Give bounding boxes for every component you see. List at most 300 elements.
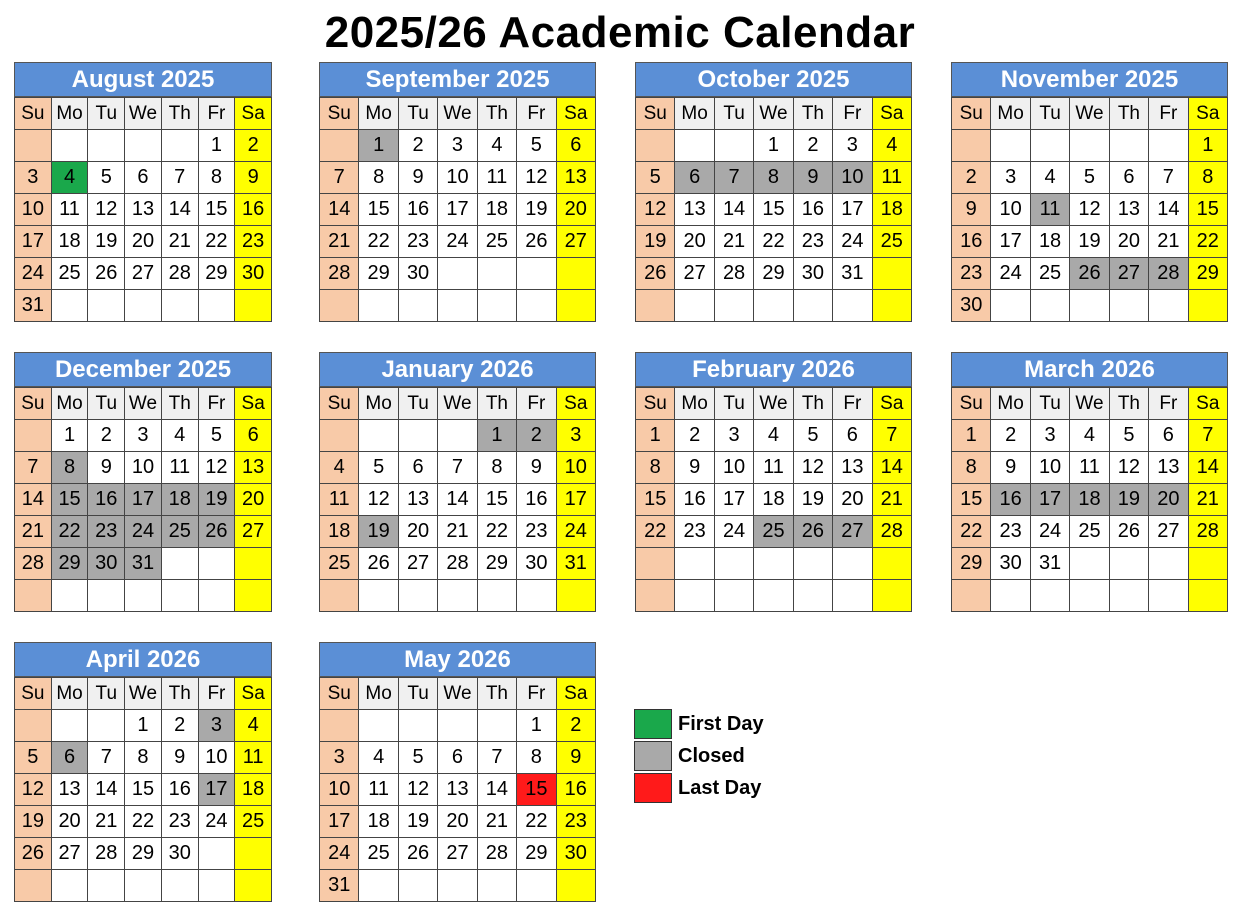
empty-cell: [438, 870, 477, 902]
day-cell: 14: [715, 194, 754, 226]
day-cell: 25: [478, 226, 517, 258]
weekday-header-tu: Tu: [88, 98, 125, 130]
empty-cell: [1110, 548, 1149, 580]
weekday-header-mo: Mo: [675, 98, 714, 130]
empty-cell: [235, 838, 272, 870]
empty-cell: [52, 710, 89, 742]
empty-cell: [1070, 130, 1109, 162]
empty-cell: [557, 870, 596, 902]
day-cell: 29: [478, 548, 517, 580]
day-cell: 7: [478, 742, 517, 774]
day-cell: 28: [873, 516, 912, 548]
empty-cell: [438, 420, 477, 452]
day-cell: 17: [125, 484, 162, 516]
day-cell: 30: [162, 838, 199, 870]
empty-cell: [1149, 548, 1188, 580]
day-cell: 16: [675, 484, 714, 516]
day-cell: 5: [15, 742, 52, 774]
empty-cell: [1110, 290, 1149, 322]
empty-cell: [15, 710, 52, 742]
empty-cell: [833, 290, 872, 322]
day-cell: 14: [1189, 452, 1228, 484]
day-cell: 25: [1070, 516, 1109, 548]
day-cell: 11: [1070, 452, 1109, 484]
weekday-header-su: Su: [15, 388, 52, 420]
month-title: January 2026: [319, 352, 596, 387]
empty-cell: [15, 870, 52, 902]
day-cell: 6: [1110, 162, 1149, 194]
empty-cell: [517, 580, 556, 612]
empty-cell: [517, 870, 556, 902]
day-cell: 9: [517, 452, 556, 484]
day-cell: 23: [517, 516, 556, 548]
day-cell: 20: [557, 194, 596, 226]
day-cell: 13: [235, 452, 272, 484]
day-cell: 26: [794, 516, 833, 548]
day-cell: 17: [15, 226, 52, 258]
empty-cell: [199, 548, 236, 580]
day-cell: 12: [15, 774, 52, 806]
empty-cell: [1070, 548, 1109, 580]
day-cell: 21: [715, 226, 754, 258]
empty-cell: [162, 580, 199, 612]
day-cell: 20: [1149, 484, 1188, 516]
weekday-header-sa: Sa: [557, 388, 596, 420]
day-cell: 10: [15, 194, 52, 226]
day-cell: 4: [1070, 420, 1109, 452]
day-cell: 30: [235, 258, 272, 290]
day-cell: 16: [557, 774, 596, 806]
day-cell: 29: [125, 838, 162, 870]
day-cell: 22: [754, 226, 793, 258]
empty-cell: [1149, 290, 1188, 322]
day-cell: 13: [399, 484, 438, 516]
day-cell: 23: [162, 806, 199, 838]
empty-cell: [478, 290, 517, 322]
day-cell: 18: [1031, 226, 1070, 258]
day-cell: 21: [1149, 226, 1188, 258]
day-cell: 2: [952, 162, 991, 194]
weekday-header-th: Th: [162, 678, 199, 710]
day-cell: 2: [399, 130, 438, 162]
day-cell: 31: [833, 258, 872, 290]
day-cell: 24: [715, 516, 754, 548]
day-cell: 25: [320, 548, 359, 580]
empty-cell: [88, 870, 125, 902]
day-cell: 3: [320, 742, 359, 774]
day-cell: 7: [438, 452, 477, 484]
day-cell: 19: [517, 194, 556, 226]
day-cell: 4: [1031, 162, 1070, 194]
day-cell: 22: [52, 516, 89, 548]
weekday-header-sa: Sa: [873, 388, 912, 420]
empty-cell: [991, 290, 1030, 322]
empty-cell: [199, 290, 236, 322]
day-cell: 18: [52, 226, 89, 258]
weekday-header-sa: Sa: [235, 388, 272, 420]
day-cell: 12: [636, 194, 675, 226]
day-cell: 1: [478, 420, 517, 452]
day-cell: 3: [125, 420, 162, 452]
weekday-header-su: Su: [320, 98, 359, 130]
month-title: February 2026: [635, 352, 912, 387]
day-cell: 10: [991, 194, 1030, 226]
day-cell: 11: [478, 162, 517, 194]
day-cell: 1: [359, 130, 398, 162]
day-cell: 19: [15, 806, 52, 838]
day-cell: 6: [235, 420, 272, 452]
day-cell: 4: [162, 420, 199, 452]
weekday-header-we: We: [125, 98, 162, 130]
empty-cell: [557, 580, 596, 612]
day-cell: 1: [125, 710, 162, 742]
day-cell: 27: [52, 838, 89, 870]
month-march-2026: [951, 352, 1228, 612]
empty-cell: [320, 290, 359, 322]
day-cell: 14: [88, 774, 125, 806]
weekday-header-tu: Tu: [399, 388, 438, 420]
empty-cell: [162, 130, 199, 162]
day-cell: 2: [991, 420, 1030, 452]
weekday-header-sa: Sa: [1189, 98, 1228, 130]
weekday-header-fr: Fr: [517, 678, 556, 710]
day-cell: 14: [162, 194, 199, 226]
day-cell: 10: [1031, 452, 1070, 484]
empty-cell: [52, 580, 89, 612]
empty-cell: [952, 580, 991, 612]
legend-label-closed: Closed: [678, 744, 745, 767]
empty-cell: [478, 258, 517, 290]
day-cell: 24: [199, 806, 236, 838]
month-august-2025: [14, 62, 272, 322]
empty-cell: [438, 258, 477, 290]
day-cell: 14: [320, 194, 359, 226]
day-cell: 22: [952, 516, 991, 548]
day-cell: 7: [1189, 420, 1228, 452]
day-cell: 18: [754, 484, 793, 516]
empty-cell: [794, 548, 833, 580]
day-cell: 18: [873, 194, 912, 226]
day-cell: 18: [320, 516, 359, 548]
day-cell: 20: [125, 226, 162, 258]
month-title: May 2026: [319, 642, 596, 677]
day-cell: 19: [199, 484, 236, 516]
day-cell: 29: [359, 258, 398, 290]
day-cell: 9: [794, 162, 833, 194]
day-cell: 31: [1031, 548, 1070, 580]
weekday-header-sa: Sa: [557, 98, 596, 130]
day-cell: 23: [794, 226, 833, 258]
weekday-header-th: Th: [478, 98, 517, 130]
day-cell: 17: [557, 484, 596, 516]
day-cell: 20: [438, 806, 477, 838]
empty-cell: [125, 130, 162, 162]
day-cell: 8: [199, 162, 236, 194]
day-cell: 17: [1031, 484, 1070, 516]
legend-label-last-day: Last Day: [678, 776, 762, 799]
weekday-header-tu: Tu: [715, 98, 754, 130]
empty-cell: [399, 420, 438, 452]
day-cell: 22: [1189, 226, 1228, 258]
day-cell: 8: [52, 452, 89, 484]
day-cell: 21: [162, 226, 199, 258]
day-cell: 6: [557, 130, 596, 162]
day-cell: 21: [1189, 484, 1228, 516]
day-cell: 15: [952, 484, 991, 516]
day-cell: 5: [359, 452, 398, 484]
weekday-header-we: We: [438, 98, 477, 130]
empty-cell: [715, 548, 754, 580]
day-cell: 28: [438, 548, 477, 580]
month-grid: [14, 387, 272, 612]
weekday-header-mo: Mo: [359, 678, 398, 710]
day-cell: 11: [320, 484, 359, 516]
weekday-header-mo: Mo: [359, 98, 398, 130]
day-cell: 27: [557, 226, 596, 258]
day-cell: 9: [162, 742, 199, 774]
empty-cell: [52, 130, 89, 162]
empty-cell: [833, 580, 872, 612]
day-cell: 19: [636, 226, 675, 258]
day-cell: 10: [438, 162, 477, 194]
day-cell: 3: [557, 420, 596, 452]
weekday-header-th: Th: [794, 388, 833, 420]
empty-cell: [873, 290, 912, 322]
legend-item-last-day: [634, 772, 764, 804]
day-cell: 4: [235, 710, 272, 742]
day-cell: 21: [478, 806, 517, 838]
month-grid: [319, 387, 596, 612]
day-cell: 18: [1070, 484, 1109, 516]
empty-cell: [478, 710, 517, 742]
day-cell: 19: [794, 484, 833, 516]
weekday-header-su: Su: [952, 98, 991, 130]
month-grid: [951, 387, 1228, 612]
day-cell: 3: [833, 130, 872, 162]
month-title: April 2026: [14, 642, 272, 677]
empty-cell: [636, 290, 675, 322]
empty-cell: [636, 130, 675, 162]
day-cell: 22: [478, 516, 517, 548]
weekday-header-mo: Mo: [991, 388, 1030, 420]
empty-cell: [320, 710, 359, 742]
weekday-header-tu: Tu: [88, 678, 125, 710]
day-cell: 29: [517, 838, 556, 870]
day-cell: 2: [675, 420, 714, 452]
day-cell: 8: [952, 452, 991, 484]
month-grid: [319, 677, 596, 902]
day-cell: 2: [162, 710, 199, 742]
weekday-header-mo: Mo: [52, 98, 89, 130]
empty-cell: [478, 580, 517, 612]
day-cell: 3: [438, 130, 477, 162]
empty-cell: [199, 870, 236, 902]
weekday-header-we: We: [1070, 98, 1109, 130]
weekday-header-tu: Tu: [399, 98, 438, 130]
day-cell: 10: [715, 452, 754, 484]
day-cell: 7: [15, 452, 52, 484]
weekday-header-th: Th: [1110, 388, 1149, 420]
day-cell: 14: [15, 484, 52, 516]
day-cell: 5: [1070, 162, 1109, 194]
day-cell: 21: [438, 516, 477, 548]
empty-cell: [715, 290, 754, 322]
day-cell: 4: [873, 130, 912, 162]
empty-cell: [1070, 290, 1109, 322]
day-cell: 13: [1149, 452, 1188, 484]
day-cell: 27: [399, 548, 438, 580]
day-cell: 8: [359, 162, 398, 194]
empty-cell: [873, 258, 912, 290]
day-cell: 26: [1070, 258, 1109, 290]
legend-swatch-last-day: [634, 773, 672, 803]
day-cell: 8: [517, 742, 556, 774]
weekday-header-mo: Mo: [52, 678, 89, 710]
day-cell: 15: [517, 774, 556, 806]
day-cell: 31: [557, 548, 596, 580]
weekday-header-mo: Mo: [52, 388, 89, 420]
empty-cell: [162, 870, 199, 902]
day-cell: 17: [991, 226, 1030, 258]
day-cell: 26: [359, 548, 398, 580]
day-cell: 16: [794, 194, 833, 226]
day-cell: 24: [438, 226, 477, 258]
day-cell: 30: [399, 258, 438, 290]
day-cell: 2: [557, 710, 596, 742]
weekday-header-we: We: [754, 388, 793, 420]
empty-cell: [235, 548, 272, 580]
empty-cell: [636, 548, 675, 580]
day-cell: 12: [399, 774, 438, 806]
weekday-header-su: Su: [320, 678, 359, 710]
month-title: November 2025: [951, 62, 1228, 97]
day-cell: 13: [52, 774, 89, 806]
weekday-header-mo: Mo: [359, 388, 398, 420]
day-cell: 5: [199, 420, 236, 452]
empty-cell: [1110, 580, 1149, 612]
day-cell: 8: [636, 452, 675, 484]
day-cell: 30: [557, 838, 596, 870]
day-cell: 1: [517, 710, 556, 742]
empty-cell: [794, 290, 833, 322]
empty-cell: [199, 580, 236, 612]
day-cell: 15: [478, 484, 517, 516]
day-cell: 7: [320, 162, 359, 194]
day-cell: 20: [399, 516, 438, 548]
day-cell: 4: [478, 130, 517, 162]
weekday-header-tu: Tu: [1031, 388, 1070, 420]
empty-cell: [952, 130, 991, 162]
day-cell: 31: [125, 548, 162, 580]
day-cell: 23: [991, 516, 1030, 548]
day-cell: 13: [1110, 194, 1149, 226]
day-cell: 25: [52, 258, 89, 290]
day-cell: 29: [199, 258, 236, 290]
weekday-header-th: Th: [162, 98, 199, 130]
day-cell: 8: [478, 452, 517, 484]
weekday-header-mo: Mo: [675, 388, 714, 420]
day-cell: 6: [125, 162, 162, 194]
day-cell: 28: [162, 258, 199, 290]
day-cell: 9: [675, 452, 714, 484]
month-january-2026: [319, 352, 596, 612]
empty-cell: [199, 838, 236, 870]
empty-cell: [162, 548, 199, 580]
weekday-header-su: Su: [952, 388, 991, 420]
empty-cell: [675, 580, 714, 612]
day-cell: 5: [794, 420, 833, 452]
legend-item-closed: [634, 740, 764, 772]
day-cell: 19: [88, 226, 125, 258]
day-cell: 25: [1031, 258, 1070, 290]
month-december-2025: [14, 352, 272, 612]
day-cell: 11: [359, 774, 398, 806]
day-cell: 25: [754, 516, 793, 548]
day-cell: 30: [517, 548, 556, 580]
empty-cell: [991, 130, 1030, 162]
legend: [634, 708, 764, 804]
day-cell: 30: [952, 290, 991, 322]
day-cell: 27: [1149, 516, 1188, 548]
day-cell: 21: [320, 226, 359, 258]
day-cell: 9: [952, 194, 991, 226]
empty-cell: [125, 580, 162, 612]
weekday-header-we: We: [125, 678, 162, 710]
month-grid: [319, 97, 596, 322]
day-cell: 12: [199, 452, 236, 484]
day-cell: 23: [88, 516, 125, 548]
day-cell: 10: [833, 162, 872, 194]
day-cell: 27: [438, 838, 477, 870]
day-cell: 31: [15, 290, 52, 322]
day-cell: 6: [833, 420, 872, 452]
day-cell: 28: [715, 258, 754, 290]
day-cell: 10: [125, 452, 162, 484]
empty-cell: [88, 580, 125, 612]
empty-cell: [1149, 580, 1188, 612]
day-cell: 10: [557, 452, 596, 484]
month-grid: [635, 97, 912, 322]
empty-cell: [235, 870, 272, 902]
empty-cell: [675, 290, 714, 322]
weekday-header-su: Su: [15, 678, 52, 710]
day-cell: 30: [991, 548, 1030, 580]
day-cell: 29: [952, 548, 991, 580]
empty-cell: [517, 258, 556, 290]
month-grid: [14, 97, 272, 322]
day-cell: 29: [754, 258, 793, 290]
day-cell: 6: [52, 742, 89, 774]
weekday-header-we: We: [754, 98, 793, 130]
day-cell: 12: [517, 162, 556, 194]
day-cell: 8: [1189, 162, 1228, 194]
empty-cell: [1189, 548, 1228, 580]
day-cell: 27: [1110, 258, 1149, 290]
day-cell: 15: [359, 194, 398, 226]
day-cell: 7: [88, 742, 125, 774]
day-cell: 20: [235, 484, 272, 516]
day-cell: 9: [235, 162, 272, 194]
weekday-header-we: We: [125, 388, 162, 420]
day-cell: 8: [754, 162, 793, 194]
empty-cell: [873, 548, 912, 580]
day-cell: 21: [15, 516, 52, 548]
empty-cell: [438, 580, 477, 612]
empty-cell: [52, 290, 89, 322]
day-cell: 26: [88, 258, 125, 290]
weekday-header-th: Th: [1110, 98, 1149, 130]
empty-cell: [478, 870, 517, 902]
